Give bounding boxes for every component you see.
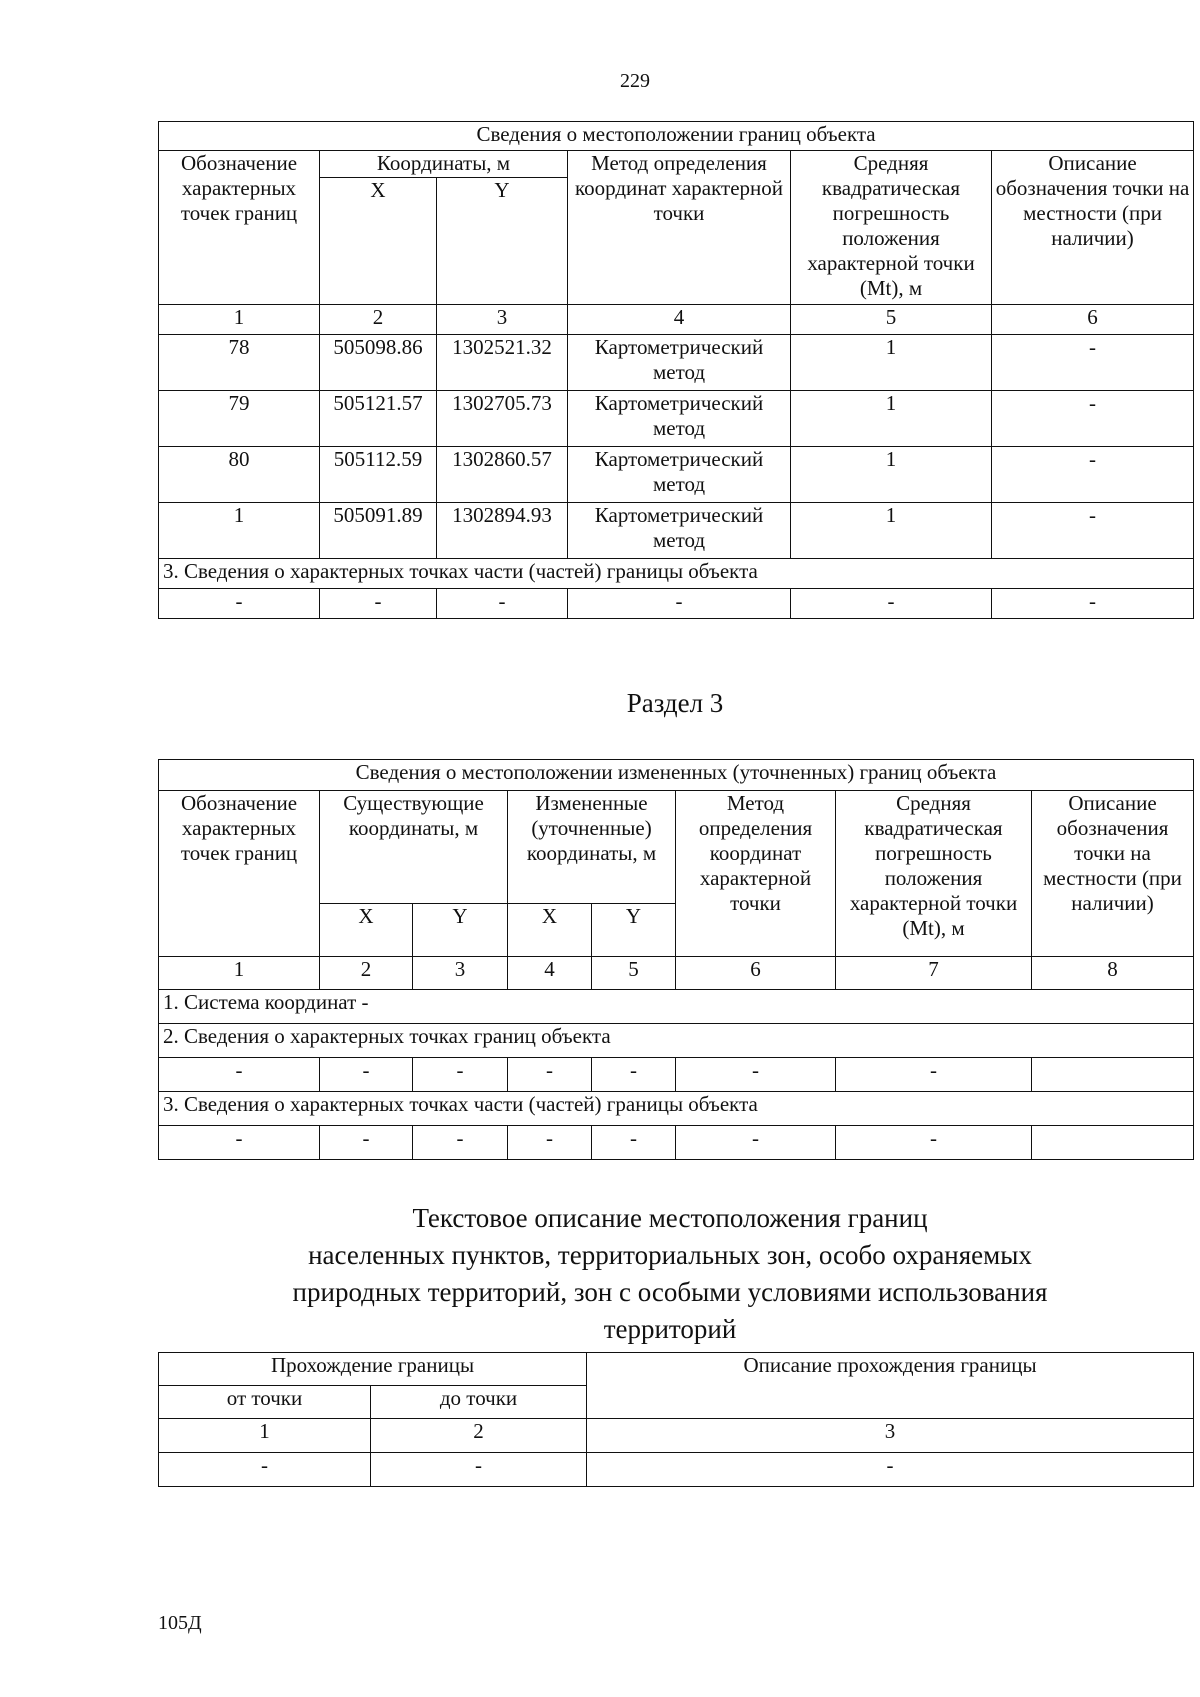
cell-x: 505098.86 <box>320 335 437 391</box>
header-existing-coords: Существующие координаты, м <box>320 791 508 904</box>
boundary-passage-table <box>158 1352 1194 1487</box>
table-row <box>159 1058 1194 1092</box>
cell-empty: - <box>159 1453 371 1487</box>
cell-method: Картометрический метод <box>568 335 791 391</box>
cell-empty: - <box>508 1126 592 1160</box>
cell-desc: - <box>992 503 1194 559</box>
cell-empty: - <box>676 1126 836 1160</box>
table-row <box>159 589 1194 619</box>
cell-empty: - <box>159 1126 320 1160</box>
cell-empty: - <box>992 589 1194 619</box>
col-number: 7 <box>836 957 1032 990</box>
cell-empty: - <box>568 589 791 619</box>
heading-line: территорий <box>603 1314 737 1344</box>
cell-method: Картометрический метод <box>568 503 791 559</box>
cell-empty: - <box>836 1126 1032 1160</box>
col-number: 2 <box>320 957 413 990</box>
col-number: 6 <box>676 957 836 990</box>
header-description: Описание обозначения точки на местности (при наличии) <box>992 151 1194 305</box>
table-title: Сведения о местоположении измененных (уточненных) границ объекта <box>159 760 1194 791</box>
cell-error: 1 <box>791 447 992 503</box>
cell-empty <box>1032 1058 1194 1092</box>
cell-error: 1 <box>791 391 992 447</box>
col-number: 5 <box>791 305 992 335</box>
cell-point: 1 <box>159 503 320 559</box>
col-number: 1 <box>159 957 320 990</box>
table-row <box>159 391 1194 447</box>
table-row <box>159 1453 1194 1487</box>
cell-error: 1 <box>791 503 992 559</box>
footer-code: 105Д <box>158 1612 202 1634</box>
col-number: 8 <box>1032 957 1194 990</box>
cell-empty: - <box>413 1126 508 1160</box>
col-number: 4 <box>508 957 592 990</box>
heading-line: Текстовое описание местоположения границ <box>412 1203 928 1233</box>
header-description: Описание обозначения точки на местности (при наличии) <box>1032 791 1194 957</box>
col-number: 4 <box>568 305 791 335</box>
cell-empty: - <box>413 1058 508 1092</box>
cell-point: 80 <box>159 447 320 503</box>
cell-empty: - <box>508 1058 592 1092</box>
header-method: Метод определения координат характерной точки <box>676 791 836 957</box>
cell-empty: - <box>592 1058 676 1092</box>
header-x: X <box>320 178 437 305</box>
cell-error: 1 <box>791 335 992 391</box>
header-y: Y <box>437 178 568 305</box>
cell-empty: - <box>592 1126 676 1160</box>
boundary-table <box>158 121 1194 619</box>
cell-empty: - <box>587 1453 1194 1487</box>
col-number: 1 <box>159 305 320 335</box>
header-from-point: от точки <box>159 1386 371 1419</box>
cell-point: 78 <box>159 335 320 391</box>
cell-x: 505112.59 <box>320 447 437 503</box>
cell-point: 79 <box>159 391 320 447</box>
cell-empty <box>1032 1126 1194 1160</box>
table-row <box>159 503 1194 559</box>
header-y: Y <box>592 904 676 957</box>
cell-method: Картометрический метод <box>568 447 791 503</box>
cell-desc: - <box>992 335 1194 391</box>
points-section-heading: 2. Сведения о характерных точках границ объекта <box>159 1024 1194 1058</box>
header-to-point: до точки <box>371 1386 587 1419</box>
section-title: Раздел 3 <box>626 688 724 718</box>
header-error: Средняя квадратическая погрешность положения характерной точки (Mt), м <box>791 151 992 305</box>
cell-empty: - <box>437 589 568 619</box>
header-x: X <box>508 904 592 957</box>
col-number: 6 <box>992 305 1194 335</box>
col-number: 3 <box>413 957 508 990</box>
header-y: Y <box>413 904 508 957</box>
cell-empty: - <box>836 1058 1032 1092</box>
heading-line: населенных пунктов, территориальных зон, особо охраняемых <box>308 1240 1032 1270</box>
header-x: X <box>320 904 413 957</box>
cell-empty: - <box>371 1453 587 1487</box>
table-row <box>159 335 1194 391</box>
text-description-heading <box>170 1200 1170 1348</box>
header-method: Метод определения координат характерной точки <box>568 151 791 305</box>
col-number: 3 <box>587 1419 1194 1453</box>
header-coords: Координаты, м <box>320 151 568 178</box>
cell-desc: - <box>992 447 1194 503</box>
table-row <box>159 447 1194 503</box>
cell-method: Картометрический метод <box>568 391 791 447</box>
col-number: 3 <box>437 305 568 335</box>
cell-empty: - <box>320 1126 413 1160</box>
cell-y: 1302705.73 <box>437 391 568 447</box>
cell-x: 505091.89 <box>320 503 437 559</box>
header-designation: Обозначение характерных точек границ <box>159 791 320 957</box>
cell-empty: - <box>159 1058 320 1092</box>
col-number: 2 <box>371 1419 587 1453</box>
cell-empty: - <box>320 1058 413 1092</box>
header-designation: Обозначение характерных точек границ <box>159 151 320 305</box>
table-row <box>159 1126 1194 1160</box>
header-error: Средняя квадратическая погрешность положения характерной точки (Mt), м <box>836 791 1032 957</box>
parts-section-heading: 3. Сведения о характерных точках части (частей) границы объекта <box>159 559 1194 589</box>
coord-system-heading: 1. Система координат - <box>159 990 1194 1024</box>
header-changed-coords: Измененные (уточненные) координаты, м <box>508 791 676 904</box>
cell-empty: - <box>320 589 437 619</box>
page-number: 229 <box>620 70 650 92</box>
col-number: 5 <box>592 957 676 990</box>
cell-y: 1302860.57 <box>437 447 568 503</box>
header-passage: Прохождение границы <box>159 1353 587 1386</box>
cell-desc: - <box>992 391 1194 447</box>
cell-y: 1302521.32 <box>437 335 568 391</box>
cell-empty: - <box>159 589 320 619</box>
cell-y: 1302894.93 <box>437 503 568 559</box>
changed-boundary-table <box>158 759 1194 1160</box>
cell-empty: - <box>791 589 992 619</box>
cell-x: 505121.57 <box>320 391 437 447</box>
col-number: 1 <box>159 1419 371 1453</box>
col-number: 2 <box>320 305 437 335</box>
header-passage-description: Описание прохождения границы <box>587 1353 1194 1419</box>
heading-line: природных территорий, зон с особыми условиями использования <box>292 1277 1048 1307</box>
parts-section-heading: 3. Сведения о характерных точках части (частей) границы объекта <box>159 1092 1194 1126</box>
table-title: Сведения о местоположении границ объекта <box>159 122 1194 151</box>
cell-empty: - <box>676 1058 836 1092</box>
